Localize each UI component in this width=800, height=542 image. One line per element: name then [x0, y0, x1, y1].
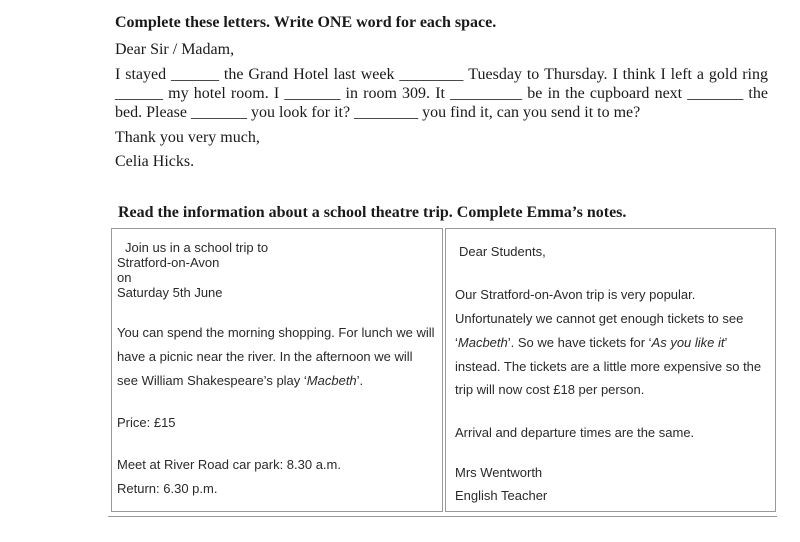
- trip-notice: [111, 228, 443, 512]
- word: the: [223, 66, 244, 83]
- play-title: Macbeth: [457, 335, 508, 350]
- word: left: [670, 66, 692, 83]
- word: Hotel: [293, 66, 329, 83]
- word: room: [363, 85, 397, 102]
- blank: _______: [284, 85, 341, 102]
- word: next: [654, 85, 683, 102]
- word: 309.: [402, 85, 431, 102]
- teacher-line-5: trip will now cost £18 per person.: [455, 382, 645, 397]
- notice-price: Price: £15: [117, 415, 176, 430]
- teacher-line-3: ‘Macbeth’. So we have tickets for ‘As you like it’: [455, 335, 728, 350]
- teacher-line-4: instead. The tickets are a little more expensive so the: [455, 359, 762, 374]
- teacher-signature-name: Mrs Wentworth: [455, 465, 543, 480]
- letter-line-2: [115, 85, 768, 103]
- teacher-line-2: Unfortunately we cannot get enough tickets to see: [455, 311, 744, 326]
- letter-greeting: Dear Sir / Madam,: [115, 41, 235, 58]
- word: a: [696, 66, 704, 83]
- notice-meet: Meet at River Road car park: 8.30 a.m.: [117, 457, 341, 472]
- notice-para-line-2: have a picnic near the river. In the afternoon we will: [117, 349, 413, 364]
- word: I: [612, 66, 618, 83]
- play-title: As you like it: [651, 335, 725, 350]
- word: hotel: [193, 85, 226, 102]
- blank: ______: [170, 66, 219, 83]
- blank: _______: [687, 85, 744, 102]
- notice-date: Saturday 5th June: [117, 285, 223, 300]
- teacher-signature-role: English Teacher: [455, 488, 548, 503]
- teacher-line-6: Arrival and departure times are the same.: [455, 425, 695, 440]
- word: Thursday.: [544, 66, 608, 83]
- word: It: [435, 85, 445, 102]
- notice-return: Return: 6.30 p.m.: [117, 481, 218, 496]
- play-title: Macbeth: [306, 373, 357, 388]
- word: cupboard: [589, 85, 650, 102]
- word: last: [333, 66, 356, 83]
- word: the: [565, 85, 585, 102]
- word: in: [345, 85, 358, 102]
- reading-texts: [108, 228, 777, 517]
- teacher-greeting: Dear Students,: [459, 244, 546, 259]
- letter-line-1: [115, 66, 768, 84]
- blank: _________: [450, 85, 523, 102]
- word: my: [168, 85, 189, 102]
- notice-para-line-3: see William Shakespeare’s play ‘Macbeth’.: [117, 373, 364, 388]
- word: I: [273, 85, 280, 102]
- word: ring: [742, 66, 768, 83]
- word: to: [526, 66, 540, 83]
- word: Grand: [248, 66, 289, 83]
- word: I: [115, 66, 121, 83]
- word: be: [527, 85, 543, 102]
- task2-instruction: Read the information about a school theatre trip. Complete Emma’s notes.: [118, 204, 627, 221]
- word: Tuesday: [468, 66, 522, 83]
- letter-closing: Thank you very much,: [115, 129, 260, 146]
- word: room.: [230, 85, 269, 102]
- letter-line-3: bed. Please _______ you look for it? ________ you find it, can you send it to me?: [115, 104, 641, 121]
- word: I: [660, 66, 666, 83]
- notice-line-1: Join us in a school trip to: [125, 240, 269, 255]
- letter-signature: Celia Hicks.: [115, 153, 195, 170]
- word: gold: [708, 66, 738, 83]
- word: stayed: [125, 66, 167, 83]
- word: week: [360, 66, 395, 83]
- task1-instruction: Complete these letters. Write ONE word for each space.: [115, 14, 497, 31]
- notice-destination: Stratford-on-Avon: [117, 255, 220, 270]
- blank: ________: [399, 66, 464, 83]
- notice-on: on: [117, 270, 132, 285]
- blank: ______: [115, 85, 163, 102]
- word: the: [748, 85, 768, 102]
- word: in: [547, 85, 561, 102]
- notice-para-line-1: You can spend the morning shopping. For lunch we will: [117, 325, 435, 340]
- teacher-line-1: Our Stratford-on-Avon trip is very popular.: [455, 287, 696, 302]
- word: think: [622, 66, 656, 83]
- teacher-letter: [445, 228, 776, 512]
